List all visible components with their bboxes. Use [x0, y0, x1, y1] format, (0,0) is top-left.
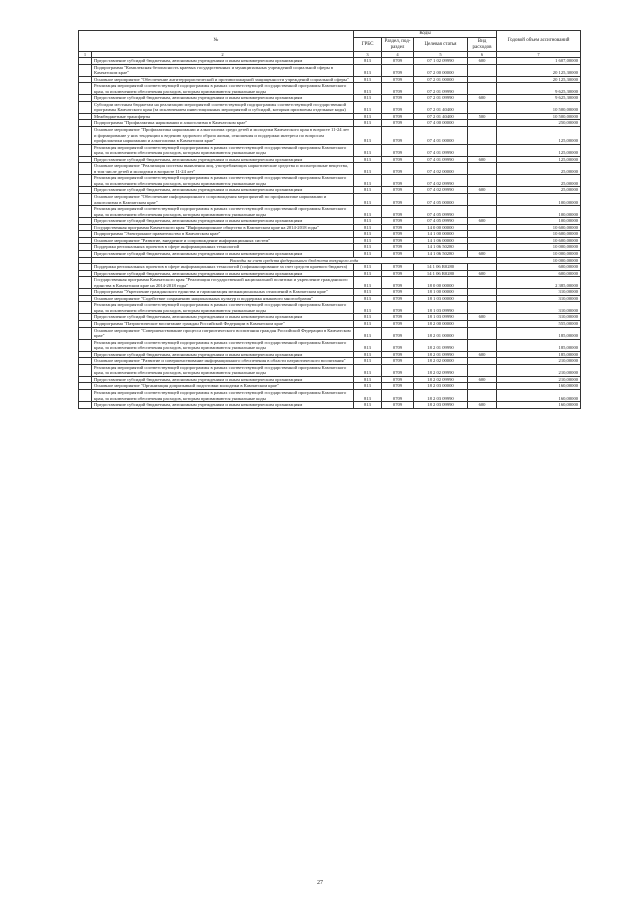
colnum: 5: [414, 52, 468, 58]
row-csr: 18 2 00 00000: [414, 320, 468, 327]
row-num-cell: [79, 206, 92, 218]
row-razdel: 0709: [382, 302, 414, 314]
row-sum: 10 000,00000: [497, 244, 581, 251]
table-row: [79, 389, 581, 401]
row-grbs: 813: [354, 250, 382, 257]
row-razdel: 0709: [382, 144, 414, 156]
row-name: Реализация мероприятий соответствующей подпрограммы в рамках соответствующей государственной программы Камчатского края, за исключением обеспечения расходов, которым присваиваются уникальные коды: [92, 144, 354, 156]
row-razdel: 0709: [382, 163, 414, 175]
row-razdel: 0709: [382, 237, 414, 244]
row-csr: 18 1 03 00000: [414, 295, 468, 302]
row-csr: 14 1 06 50280: [414, 250, 468, 257]
row-csr: 07 4 02 09990: [414, 187, 468, 194]
row-name: Расходы за счет средств федерального бюджета текущего года: [92, 257, 497, 264]
row-csr: 18 2 02 09990: [414, 364, 468, 376]
row-name: Предоставление субсидий бюджетным, автономным учреждениям и иным некоммерческим организациям: [92, 402, 354, 409]
row-sum: 160,00000: [497, 383, 581, 390]
budget-table: [78, 30, 581, 409]
table-row: [79, 175, 581, 187]
row-csr: 18 2 03 00000: [414, 383, 468, 390]
table-row: [79, 64, 581, 76]
row-csr: 18 2 03 09990: [414, 389, 468, 401]
row-csr: 18 2 02 09990: [414, 376, 468, 383]
row-sum: 185,00000: [497, 327, 581, 339]
row-sum: 210,00000: [497, 364, 581, 376]
row-csr: 18 2 03 09990: [414, 402, 468, 409]
row-csr: 07 2 01 09990: [414, 83, 468, 95]
row-vr: [468, 144, 497, 156]
row-csr: 07 2 01 40400: [414, 101, 468, 113]
table-row: [79, 327, 581, 339]
row-sum: 25,00000: [497, 187, 581, 194]
row-name: Основное мероприятие "Совершенствование процесса патриотического воспитания граждан Российской Федерации в Камчатском крае": [92, 327, 354, 339]
table-row: [79, 364, 581, 376]
row-vr: [468, 127, 497, 145]
row-razdel: 0709: [382, 264, 414, 271]
row-name: Предоставление субсидий бюджетным, автономным учреждениям и иным некоммерческим организациям: [92, 95, 354, 102]
row-csr: 07 4 05 09990: [414, 206, 468, 218]
row-razdel: 0709: [382, 194, 414, 206]
row-vr: [468, 389, 497, 401]
row-num-cell: [79, 127, 92, 145]
table-row: [79, 277, 581, 289]
row-csr: 14 1 06 R0280: [414, 270, 468, 277]
row-grbs: 813: [354, 163, 382, 175]
row-csr: 07 4 05 09990: [414, 218, 468, 225]
row-sum: 125,00000: [497, 144, 581, 156]
row-csr: 07 4 01 09990: [414, 156, 468, 163]
colnum: 2: [92, 52, 354, 58]
row-sum: 10 600,00000: [497, 237, 581, 244]
row-razdel: 0709: [382, 402, 414, 409]
header-csr: Целевая статья: [414, 38, 468, 52]
row-grbs: 813: [354, 144, 382, 156]
row-name: Субсидии местным бюджетам на реализацию мероприятий соответствующей подпрограммы соответствующей государственной программы Камчатского края (за исключением инвестиционных мероприятий и субсидий, которым присвоены отдельные коды): [92, 101, 354, 113]
colnum: 3: [354, 52, 382, 58]
row-vr: [468, 206, 497, 218]
row-grbs: 813: [354, 289, 382, 296]
row-razdel: 0709: [382, 289, 414, 296]
row-vr: 600: [468, 351, 497, 358]
table-row: [79, 339, 581, 351]
row-name: Предоставление субсидий бюджетным, автономным учреждениям и иным некоммерческим организациям: [92, 250, 354, 257]
row-vr: [468, 339, 497, 351]
row-razdel: 0709: [382, 376, 414, 383]
row-razdel: 0709: [382, 76, 414, 83]
row-razdel: 0709: [382, 218, 414, 225]
row-grbs: 813: [354, 113, 382, 120]
row-sum: 10 000,00000: [497, 257, 581, 264]
colnum: 6: [468, 52, 497, 58]
row-name: Государственная программа Камчатского края "Информационное общество в Камчатском крае на 2014-2018 годы": [92, 224, 354, 231]
row-num-cell: [79, 64, 92, 76]
row-razdel: 0709: [382, 270, 414, 277]
row-grbs: 813: [354, 351, 382, 358]
row-name: Основное мероприятие "Реализация системы выявления лиц, употребляющих наркотические средства и психотропные вещества, в том числе детей и молодежи в возрасте 11-24 лет": [92, 163, 354, 175]
row-grbs: 813: [354, 295, 382, 302]
row-csr: 07 4 01 09990: [414, 144, 468, 156]
row-sum: 160,00000: [497, 389, 581, 401]
row-num-cell: [79, 83, 92, 95]
row-grbs: 813: [354, 187, 382, 194]
row-grbs: 813: [354, 95, 382, 102]
row-name: Основное мероприятие "Содействие сохранению национальных культур и поддержка языкового многообразия": [92, 295, 354, 302]
row-csr: 18 0 00 00000: [414, 277, 468, 289]
row-razdel: 0709: [382, 358, 414, 365]
row-grbs: 813: [354, 389, 382, 401]
row-grbs: 813: [354, 64, 382, 76]
row-razdel: 0709: [382, 58, 414, 65]
row-sum: 125,00000: [497, 127, 581, 145]
row-razdel: 0709: [382, 83, 414, 95]
row-grbs: 813: [354, 327, 382, 339]
colnum: 4: [382, 52, 414, 58]
row-sum: 185,00000: [497, 351, 581, 358]
row-sum: 100,00000: [497, 194, 581, 206]
row-sum: 10 000,00000: [497, 250, 581, 257]
row-csr: 07 2 01 40400: [414, 113, 468, 120]
row-csr: 07 4 00 00000: [414, 120, 468, 127]
table-row: [79, 83, 581, 95]
row-name: Основное мероприятие "Развитие, внедрение и сопровождение информационных систем": [92, 237, 354, 244]
row-name: Подпрограмма "Укрепление гражданского единства и гармонизация межнациональных отношений в Камчатском крае": [92, 289, 354, 296]
row-vr: [468, 364, 497, 376]
row-csr: 14 1 00 00000: [414, 231, 468, 238]
row-num-cell: [79, 364, 92, 376]
row-csr: 14 1 06 R0280: [414, 264, 468, 271]
row-sum: 210,00000: [497, 376, 581, 383]
row-name: Реализация мероприятий соответствующей подпрограммы в рамках соответствующей государственной программы Камчатского края, за исключением обеспечения расходов, которым присваиваются уникальные коды: [92, 302, 354, 314]
row-grbs: 813: [354, 376, 382, 383]
row-vr: 600: [468, 250, 497, 257]
row-num-cell: [79, 277, 92, 289]
row-razdel: 0709: [382, 389, 414, 401]
colnum: 1: [79, 52, 92, 58]
row-sum: 185,00000: [497, 339, 581, 351]
row-name: Предоставление субсидий бюджетным, автономным учреждениям и иным некоммерческим организациям: [92, 351, 354, 358]
row-num-cell: [79, 327, 92, 339]
row-name: Основное мероприятие "Профилактика наркомании и алкоголизма среди детей и молодежи Камчатского края в возрасте 11-24 лет и формирование у них тенденции к ведению здорового образа жизни, отношения и поддержки интереса по вопросам профилактики наркомании и алкоголизма в Камчатском крае": [92, 127, 354, 145]
row-sum: 10 500,00000: [497, 101, 581, 113]
row-name: Подпрограмма "Электронное правительство в Камчатском крае": [92, 231, 354, 238]
row-sum: 100,00000: [497, 206, 581, 218]
row-grbs: 813: [354, 76, 382, 83]
row-razdel: 0709: [382, 383, 414, 390]
header-grbs: ГРБС: [354, 38, 382, 52]
row-csr: 07 4 05 00000: [414, 194, 468, 206]
row-grbs: 813: [354, 383, 382, 390]
row-vr: [468, 302, 497, 314]
row-num-cell: [79, 175, 92, 187]
row-name: Предоставление субсидий бюджетным, автономным учреждениям и иным некоммерческим организациям: [92, 156, 354, 163]
row-razdel: 0709: [382, 113, 414, 120]
table-body: [79, 58, 581, 409]
row-vr: [468, 101, 497, 113]
row-sum: 310,00000: [497, 314, 581, 321]
colnum: 7: [497, 52, 581, 58]
row-num-cell: [79, 302, 92, 314]
table-row: [79, 302, 581, 314]
row-name: Межбюджетные трансферты: [92, 113, 354, 120]
row-sum: 10 600,00000: [497, 224, 581, 231]
row-grbs: 813: [354, 244, 382, 251]
row-name: Подпрограмма "Комплексная безопасность краевых государственных и муниципальных учреждений социальной сферы в Камчатском крае": [92, 64, 354, 76]
table-row: [79, 402, 581, 409]
row-razdel: 0709: [382, 224, 414, 231]
row-csr: 18 2 01 00000: [414, 327, 468, 339]
row-sum: 310,00000: [497, 302, 581, 314]
row-sum: 600,00000: [497, 270, 581, 277]
row-name: Реализация мероприятий соответствующей подпрограммы в рамках соответствующей государственной программы Камчатского края, за исключением обеспечения расходов, которым присваиваются уникальные коды: [92, 83, 354, 95]
row-csr: 18 2 01 09990: [414, 339, 468, 351]
row-vr: [468, 64, 497, 76]
row-grbs: 813: [354, 339, 382, 351]
row-sum: 20 125,30000: [497, 76, 581, 83]
row-vr: [468, 277, 497, 289]
table-row: [79, 194, 581, 206]
row-name: Предоставление субсидий бюджетным, автономным учреждениям и иным некоммерческим организациям: [92, 376, 354, 383]
row-grbs: 813: [354, 320, 382, 327]
row-razdel: 0709: [382, 175, 414, 187]
row-grbs: 813: [354, 302, 382, 314]
row-sum: 310,00000: [497, 289, 581, 296]
row-vr: 600: [468, 376, 497, 383]
document-page: [78, 30, 580, 409]
row-vr: [468, 83, 497, 95]
row-grbs: 813: [354, 58, 382, 65]
row-grbs: 813: [354, 270, 382, 277]
row-sum: 100,00000: [497, 218, 581, 225]
row-num-cell: [79, 101, 92, 113]
row-razdel: 0709: [382, 101, 414, 113]
row-vr: 600: [468, 218, 497, 225]
row-grbs: 813: [354, 314, 382, 321]
row-num-cell: [79, 163, 92, 175]
page-number: 27: [317, 880, 323, 886]
row-csr: 07 2 00 00000: [414, 64, 468, 76]
row-csr: 07 4 02 09990: [414, 175, 468, 187]
row-csr: 14 1 06 00000: [414, 237, 468, 244]
row-grbs: 813: [354, 237, 382, 244]
row-grbs: 813: [354, 83, 382, 95]
row-csr: 18 2 02 00000: [414, 358, 468, 365]
row-name: Основное мероприятие "Развитие и совершенствование информационного обеспечения в области патриотического воспитания": [92, 358, 354, 365]
header-codes: Коды: [354, 31, 497, 38]
row-name: Предоставление субсидий бюджетным, автономным учреждениям и иным некоммерческим организациям: [92, 314, 354, 321]
row-csr: 07 4 02 00000: [414, 163, 468, 175]
row-grbs: 813: [354, 402, 382, 409]
row-razdel: 0709: [382, 327, 414, 339]
row-razdel: 0709: [382, 277, 414, 289]
row-sum: 160,00000: [497, 402, 581, 409]
row-name: Предоставление субсидий бюджетным, автономным учреждениям и иным некоммерческим организациям: [92, 270, 354, 277]
row-num-cell: [79, 339, 92, 351]
row-sum: 250,00000: [497, 120, 581, 127]
table-row: [79, 127, 581, 145]
row-vr: 600: [468, 314, 497, 321]
row-sum: 10 600,00000: [497, 231, 581, 238]
row-vr: 600: [468, 187, 497, 194]
row-num-cell: [79, 194, 92, 206]
row-razdel: 0709: [382, 339, 414, 351]
row-num-cell: [79, 389, 92, 401]
row-razdel: 0709: [382, 187, 414, 194]
row-grbs: 813: [354, 218, 382, 225]
row-vr: 600: [468, 402, 497, 409]
row-sum: 20 125,30000: [497, 64, 581, 76]
row-csr: 14 1 06 50280: [414, 244, 468, 251]
row-vr: [468, 327, 497, 339]
row-razdel: 0709: [382, 231, 414, 238]
table-row: [79, 101, 581, 113]
row-name: Поддержка региональных проектов в сфере информационных технологий: [92, 244, 354, 251]
row-grbs: 813: [354, 206, 382, 218]
row-grbs: 813: [354, 358, 382, 365]
row-name: Реализация мероприятий соответствующей подпрограммы в рамках соответствующей государственной программы Камчатского края, за исключением обеспечения расходов, которым присваиваются уникальные коды: [92, 339, 354, 351]
row-grbs: 813: [354, 194, 382, 206]
row-razdel: 0709: [382, 127, 414, 145]
row-num-cell: [79, 144, 92, 156]
row-grbs: 813: [354, 101, 382, 113]
row-csr: 07 4 01 00000: [414, 127, 468, 145]
row-name: Предоставление субсидий бюджетным, автономным учреждениям и иным некоммерческим организациям: [92, 218, 354, 225]
row-name: Основное мероприятие "Организация допризывной подготовки молодежи в Камчатском крае": [92, 383, 354, 390]
row-name: Основное мероприятие "Обеспечение информационного сопровождения мероприятий по профилактике наркомании и алкоголизма в Камчатском крае": [92, 194, 354, 206]
row-razdel: 0709: [382, 364, 414, 376]
row-sum: 600,00000: [497, 264, 581, 271]
row-vr: 600: [468, 58, 497, 65]
header-razdel: Раздел, под-раздел: [382, 38, 414, 52]
row-sum: 10 500,00000: [497, 113, 581, 120]
row-sum: 125,00000: [497, 156, 581, 163]
table-row: [79, 144, 581, 156]
row-vr: [468, 163, 497, 175]
header-vr: Вид расходов: [468, 38, 497, 52]
row-sum: 25,00000: [497, 175, 581, 187]
row-name: Подпрограмма "Патриотическое воспитание граждан Российской Федерации в Камчатском крае": [92, 320, 354, 327]
row-name: Подпрограмма "Профилактика наркомании и алкоголизма в Камчатском крае": [92, 120, 354, 127]
row-csr: 14 0 00 00000: [414, 224, 468, 231]
row-grbs: 813: [354, 277, 382, 289]
header-volume: Годовой объем ассигнований: [497, 31, 581, 52]
row-name: Реализация мероприятий соответствующей подпрограммы в рамках соответствующей государственной программы Камчатского края, за исключением обеспечения расходов, которым присваиваются уникальные коды: [92, 389, 354, 401]
row-grbs: 813: [354, 231, 382, 238]
row-csr: 07 2 01 00000: [414, 76, 468, 83]
row-grbs: 813: [354, 127, 382, 145]
row-sum: 210,00000: [497, 358, 581, 365]
row-sum: 25,00000: [497, 163, 581, 175]
row-csr: 07 1 02 09990: [414, 58, 468, 65]
row-razdel: 0709: [382, 64, 414, 76]
row-sum: 2 385,00000: [497, 277, 581, 289]
row-name: Реализация мероприятий соответствующей подпрограммы в рамках соответствующей государственной программы Камчатского края, за исключением обеспечения расходов, которым присваиваются уникальные коды: [92, 364, 354, 376]
row-csr: 18 2 01 09990: [414, 351, 468, 358]
row-num-cell: [79, 402, 92, 409]
row-name: Основное мероприятие "Обеспечение антитеррористической и противопожарной защищенности учреждений социальной сферы": [92, 76, 354, 83]
row-grbs: 813: [354, 224, 382, 231]
row-razdel: 0709: [382, 351, 414, 358]
row-csr: 18 1 00 00000: [414, 289, 468, 296]
row-razdel: 0709: [382, 95, 414, 102]
row-grbs: 813: [354, 156, 382, 163]
row-csr: 18 1 03 09990: [414, 302, 468, 314]
row-razdel: 0709: [382, 120, 414, 127]
row-sum: 310,00000: [497, 295, 581, 302]
header-num: №: [79, 31, 354, 52]
row-sum: 9 625,30000: [497, 95, 581, 102]
row-grbs: 813: [354, 364, 382, 376]
row-csr: 07 2 01 09990: [414, 95, 468, 102]
row-sum: 1 607,00000: [497, 58, 581, 65]
row-sum: 555,00000: [497, 320, 581, 327]
row-name: Реализация мероприятий соответствующей подпрограммы в рамках соответствующей государственной программы Камчатского края, за исключением обеспечения расходов, которым присваиваются уникальные коды: [92, 175, 354, 187]
row-name: Предоставление субсидий бюджетным, автономным учреждениям и иным некоммерческим организациям: [92, 187, 354, 194]
row-razdel: 0709: [382, 156, 414, 163]
row-csr: 18 1 03 09990: [414, 314, 468, 321]
row-sum: 9 625,30000: [497, 83, 581, 95]
row-vr: 600: [468, 270, 497, 277]
row-razdel: 0709: [382, 295, 414, 302]
row-vr: [468, 194, 497, 206]
row-name: Предоставление субсидий бюджетным, автономным учреждениям и иным некоммерческим организациям: [92, 58, 354, 65]
row-vr: 600: [468, 95, 497, 102]
table-row: [79, 206, 581, 218]
row-razdel: 0709: [382, 320, 414, 327]
row-grbs: 813: [354, 120, 382, 127]
row-razdel: 0709: [382, 244, 414, 251]
row-vr: 600: [468, 156, 497, 163]
table-header: [79, 31, 581, 58]
table-row: [79, 163, 581, 175]
row-razdel: 0709: [382, 206, 414, 218]
row-vr: 500: [468, 113, 497, 120]
row-name: Государственная программа Камчатского края "Реализация государственной национальной политики и укрепление гражданского единства в Камчатском крае на 2014-2018 годы": [92, 277, 354, 289]
row-grbs: 813: [354, 264, 382, 271]
row-grbs: 813: [354, 175, 382, 187]
row-razdel: 0709: [382, 250, 414, 257]
row-razdel: 0709: [382, 314, 414, 321]
row-name: Поддержка региональных проектов в сфере информационных технологий (софинансирование за счет средств краевого бюджета): [92, 264, 354, 271]
row-vr: [468, 175, 497, 187]
row-name: Реализация мероприятий соответствующей подпрограммы в рамках соответствующей государственной программы Камчатского края, за исключением обеспечения расходов, которым присваиваются уникальные коды: [92, 206, 354, 218]
